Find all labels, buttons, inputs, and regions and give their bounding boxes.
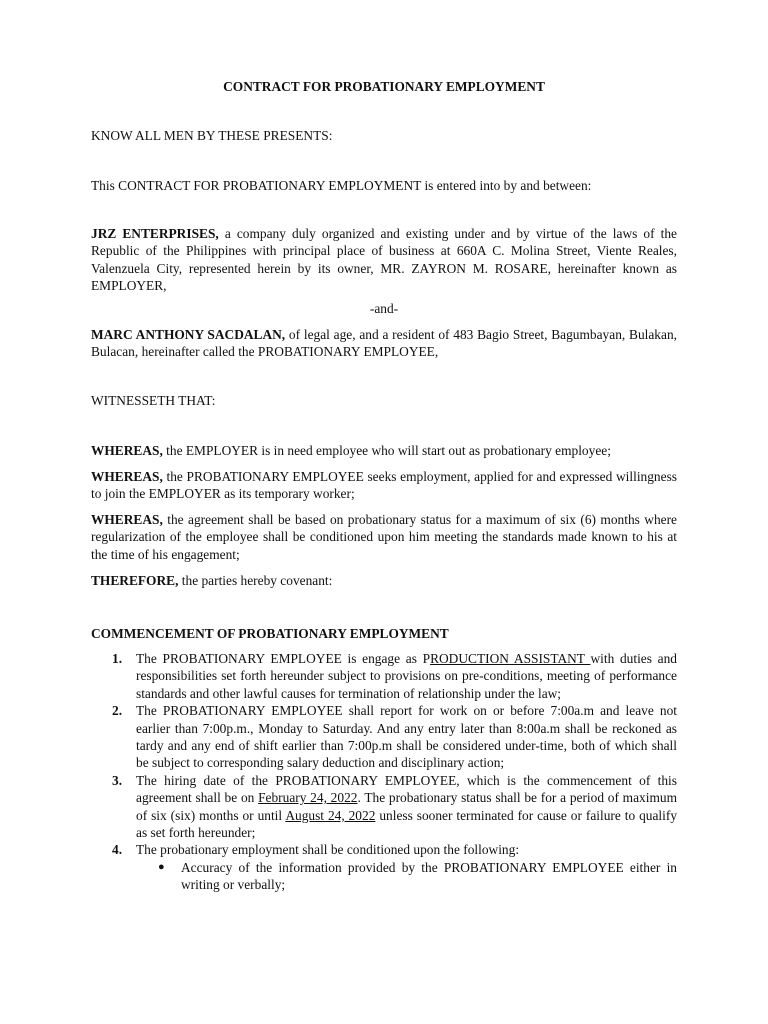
clause-text: with duties and responsibilities set forth hereunder subject to provisions on pre-conditions, meeting of performance standards and other lawful causes for termination of relationship under the law; bbox=[136, 651, 677, 701]
whereas-label: WHEREAS, bbox=[91, 443, 163, 458]
condition-list bbox=[136, 859, 677, 894]
hiring-date: February 24, 2022 bbox=[258, 790, 358, 806]
and-separator: -and- bbox=[369, 301, 399, 316]
whereas-label: WHEREAS, bbox=[91, 512, 163, 527]
therefore-label: THEREFORE, bbox=[91, 573, 179, 588]
whereas-clause-3 bbox=[91, 511, 677, 563]
whereas-label: WHEREAS, bbox=[91, 469, 163, 484]
clause-text: The PROBATIONARY EMPLOYEE shall report for work on or before 7:00a.m and leave not earlier than 7:00p.m., Monday to Saturday. And any entry later than 8:00a.m shall be reckoned as tardy and any end of shift earlier than 7:00p.m shall be considered under-time, both of which shall be subject to corresponding salary deduction and disciplinary action; bbox=[136, 703, 677, 771]
clause-item-3 bbox=[91, 772, 677, 842]
clause-number: 2. bbox=[112, 703, 123, 719]
whereas-text: the agreement shall be based on probationary status for a maximum of six (6) months where regularization of the employee shall be conditioned upon him meeting the standards made known to his at the time of his engagement; bbox=[91, 512, 677, 562]
employee-paragraph bbox=[91, 326, 677, 361]
clause-text: . The probationary status shall be for a period of maximum of six (six) months or until bbox=[136, 790, 677, 823]
whereas-clause-2 bbox=[91, 468, 677, 503]
whereas-clause-1 bbox=[91, 442, 677, 459]
clause-item-4 bbox=[91, 841, 677, 893]
salutation: KNOW ALL MEN BY THESE PRESENTS: bbox=[91, 128, 333, 143]
clause-text: The PROBATIONARY EMPLOYEE is engage as P bbox=[136, 651, 431, 666]
employer-paragraph bbox=[91, 225, 677, 295]
employer-name: JRZ ENTERPRISES, bbox=[91, 226, 219, 241]
employee-name: MARC ANTHONY SACDALAN, bbox=[91, 327, 286, 342]
clause-item-1 bbox=[91, 650, 677, 702]
clause-number: 4. bbox=[112, 842, 123, 858]
job-title: RODUCTION ASSISTANT bbox=[430, 651, 591, 666]
clause-text: unless sooner terminated for cause or failure to qualify as set forth hereunder; bbox=[136, 807, 678, 841]
end-date: August 24, 2022 bbox=[285, 807, 376, 823]
clause-number: 1. bbox=[112, 651, 123, 666]
therefore-paragraph bbox=[91, 572, 677, 589]
whereas-text: the PROBATIONARY EMPLOYEE seeks employment, applied for and expressed willingness to join the EMPLOYER as its temporary worker; bbox=[91, 469, 677, 502]
therefore-text: the parties hereby covenant: bbox=[178, 573, 333, 588]
whereas-text: the EMPLOYER is in need employee who will start out as probationary employee; bbox=[162, 443, 611, 458]
employer-description: a company duly organized and existing under and by virtue of the laws of the Republic of the Philippines with principal place of business at 660A C. Molina Street, Viente Reales, Valenzuela City, represented herein by its owner, MR. ZAYRON M. ROSARE, hereinafter known as EMPLOYER, bbox=[91, 226, 678, 294]
intro-paragraph: This CONTRACT FOR PROBATIONARY EMPLOYMENT is entered into by and between: bbox=[91, 178, 592, 193]
bullet-icon: ● bbox=[158, 860, 165, 873]
witnesseth-heading: WITNESSETH THAT: bbox=[91, 393, 216, 408]
condition-item bbox=[136, 859, 677, 894]
clause-text: The probationary employment shall be conditioned upon the following: bbox=[136, 842, 520, 858]
contract-title: CONTRACT FOR PROBATIONARY EMPLOYMENT bbox=[223, 79, 545, 94]
clause-number: 3. bbox=[112, 772, 123, 788]
clause-item-2 bbox=[91, 702, 677, 772]
clause-list bbox=[91, 650, 677, 894]
employee-description: of legal age, and a resident of 483 Bagio Street, Bagumbayan, Bulakan, Bulacan, hereinafter called the PROBATIONARY EMPLOYEE, bbox=[91, 327, 677, 360]
condition-text: Accuracy of the information provided by the PROBATIONARY EMPLOYEE either in writing or verbally; bbox=[181, 859, 677, 893]
clause-text: The hiring date of the PROBATIONARY EMPLOYEE, which is the commencement of this agreement shall be on bbox=[136, 772, 677, 806]
section-heading: COMMENCEMENT OF PROBATIONARY EMPLOYMENT bbox=[91, 626, 449, 641]
